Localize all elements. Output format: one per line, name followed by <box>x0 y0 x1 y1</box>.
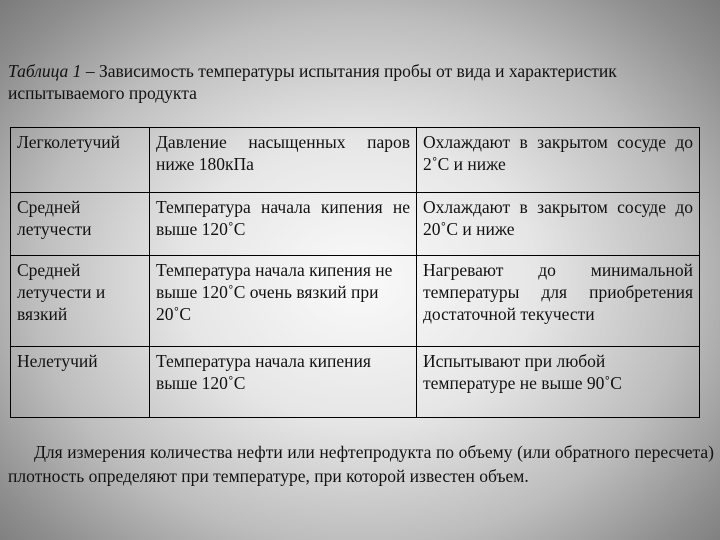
table-caption <box>8 60 712 104</box>
action-cell: Охлаждают в закрытом сосуде до 20˚С и ниже <box>417 193 700 256</box>
condition-cell: Давление насыщенных паров ниже 180кПа <box>150 128 417 193</box>
table-caption-label: Таблица 1 <box>8 61 82 81</box>
condition-cell: Температура начала кипения не выше 120˚С <box>150 193 417 256</box>
action-cell: Нагревают до минимальной температуры для приобретения достаточной текучести <box>417 256 700 347</box>
table-row <box>11 256 700 347</box>
table-row <box>11 193 700 256</box>
condition-cell: Температура начала кипения выше 120˚С <box>150 347 417 418</box>
action-cell: Охлаждают в закрытом сосуде до 2˚С и ниже <box>417 128 700 193</box>
table-row <box>11 347 700 418</box>
product-type-cell: Средней летучести <box>11 193 150 256</box>
temperature-table <box>10 127 700 418</box>
product-type-cell: Нелетучий <box>11 347 150 418</box>
table-row <box>11 128 700 193</box>
note-paragraph: Для измерения количества нефти или нефтепродукта по объему (или обратного пересчета) плотность определяют при температуре, при которой известен объем. <box>8 442 714 486</box>
action-cell: Испытывают при любой температуре не выше 90˚С <box>417 347 700 418</box>
table-caption-text: – Зависимость температуры испытания пробы от вида и характеристик испытываемого продукта <box>8 61 617 103</box>
product-type-cell: Средней летучести и вязкий <box>11 256 150 347</box>
condition-cell: Температура начала кипения не выше 120˚С очень вязкий при 20˚С <box>150 256 417 347</box>
product-type-cell: Легколетучий <box>11 128 150 193</box>
